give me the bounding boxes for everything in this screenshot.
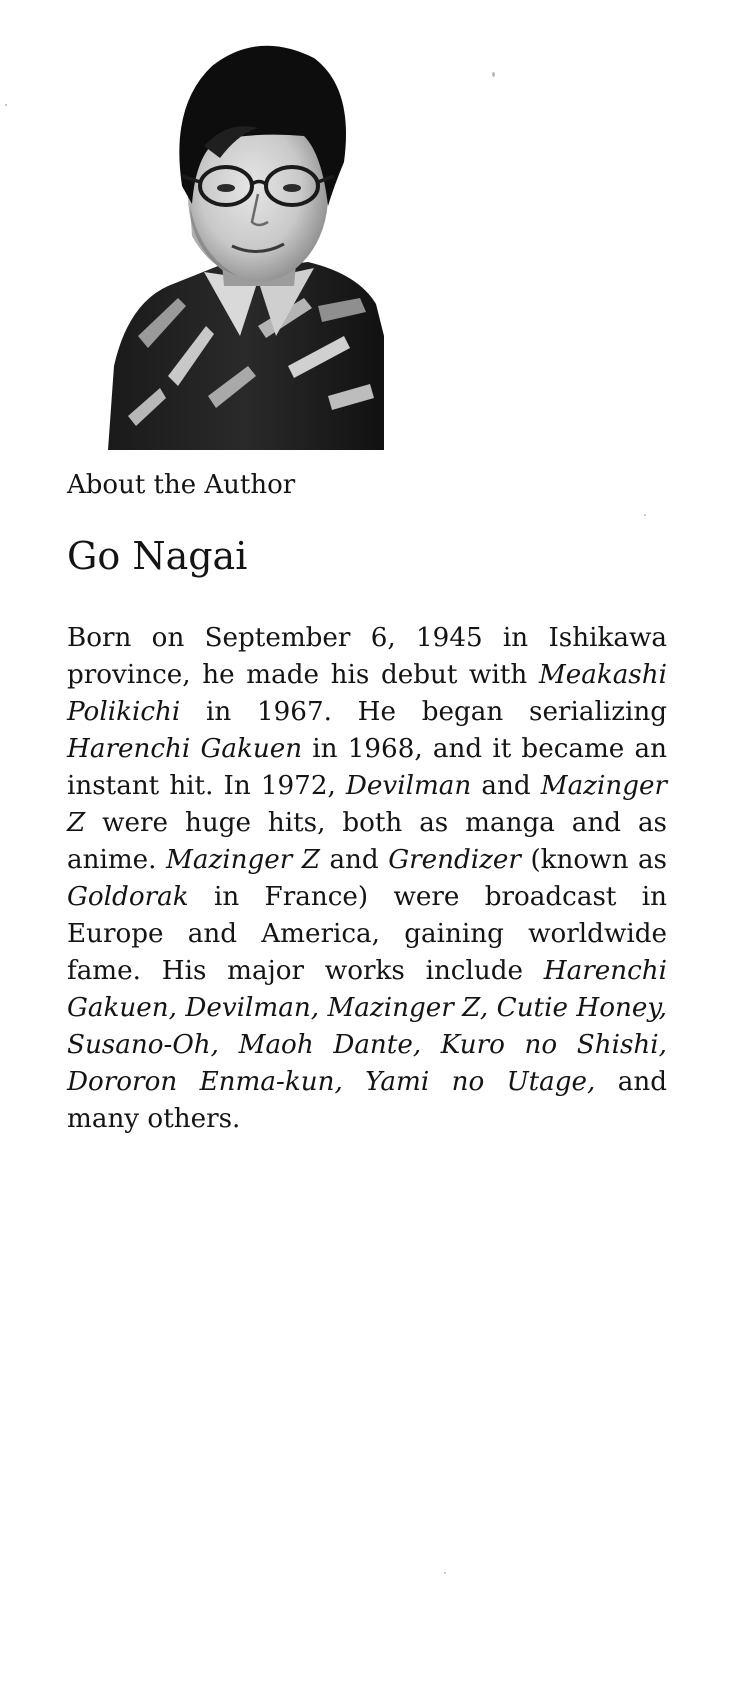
author-name: Go Nagai bbox=[67, 534, 248, 578]
paper-speck bbox=[444, 1572, 446, 1574]
bio-title-segment: Mazinger Z bbox=[67, 771, 667, 838]
section-label: About the Author bbox=[67, 470, 296, 500]
paper-speck bbox=[644, 514, 646, 516]
bio-text-segment: in 1968, and it became an instant hit. In 1972, bbox=[67, 734, 667, 801]
bio-text-segment: in France) were broadcast in Europe and America, gaining worldwide fame. His major works include bbox=[67, 882, 667, 986]
paper-speck bbox=[492, 72, 495, 77]
bio-text-segment: in 1967. He began serializing bbox=[180, 697, 667, 727]
bio-title-segment: Harenchi Gakuen bbox=[67, 734, 303, 764]
paper-speck bbox=[5, 104, 7, 106]
bio-text-segment: and bbox=[319, 845, 389, 875]
bio-title-segment: Devilman bbox=[345, 771, 472, 801]
author-portrait bbox=[108, 36, 384, 450]
bio-text-segment: and bbox=[471, 771, 541, 801]
bio-text-segment: Born on September 6, 1945 in Ishikawa province, he made his debut with bbox=[67, 623, 667, 690]
bio-text-segment: (known as bbox=[520, 845, 667, 875]
bio-title-segment: Grendizer bbox=[388, 845, 521, 875]
author-biography bbox=[67, 620, 667, 1138]
bio-title-segment: Mazinger Z bbox=[166, 845, 320, 875]
bio-title-segment: Meakashi Polikichi bbox=[67, 660, 667, 727]
bio-text-segment: were huge hits, both as manga and as anime. bbox=[67, 808, 667, 875]
bio-title-segment: Goldorak bbox=[67, 882, 189, 912]
bio-title-segment: Harenchi Gakuen, Devilman, Mazinger Z, Cutie Honey, Susano-Oh, Maoh Dante, Kuro no Shishi, Dororon Enma-kun, Yami no Utage, bbox=[67, 956, 667, 1097]
bio-text-segment: and many others. bbox=[67, 1067, 667, 1134]
